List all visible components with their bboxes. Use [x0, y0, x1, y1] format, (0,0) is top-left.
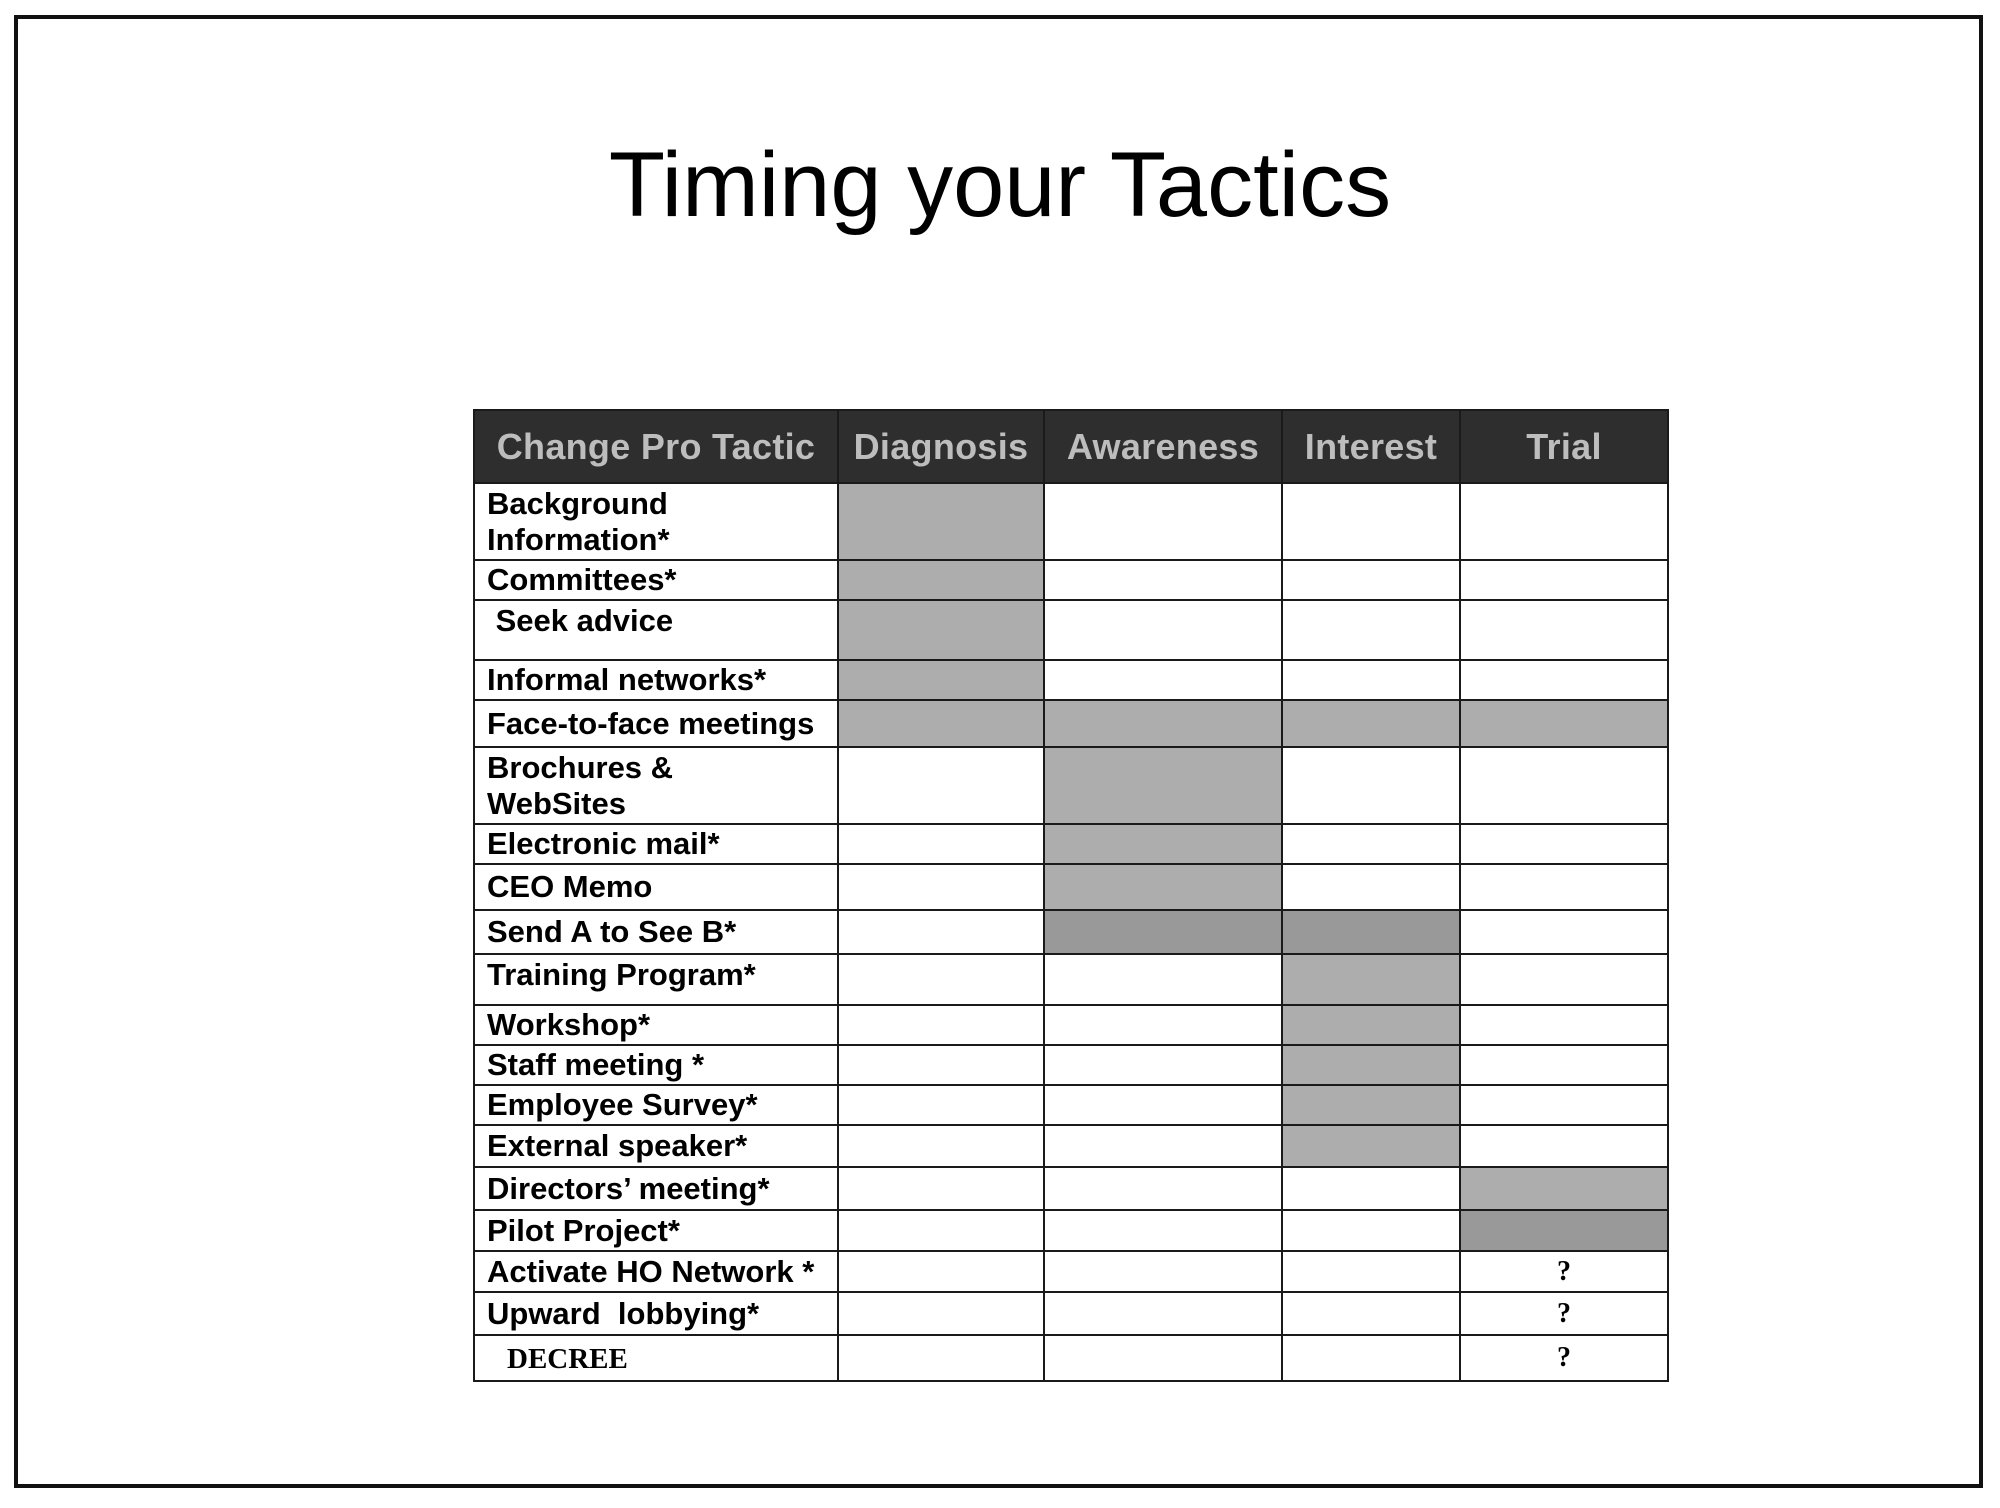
- table-row: [474, 864, 1668, 910]
- tactic-cell: Face-to-face meetings: [474, 700, 838, 747]
- tactic-cell: Employee Survey*: [474, 1085, 838, 1125]
- interest-cell-shaded: [1282, 1125, 1460, 1167]
- interest-cell-shaded: [1282, 1085, 1460, 1125]
- diagnosis-cell: [838, 954, 1044, 1005]
- tactic-cell: Directors’ meeting*: [474, 1167, 838, 1210]
- table-row: [474, 1045, 1668, 1085]
- trial-cell: [1460, 483, 1668, 560]
- table-row: [474, 1210, 1668, 1251]
- awareness-cell: [1044, 1045, 1282, 1085]
- trial-cell: [1460, 747, 1668, 824]
- trial-cell: [1460, 1005, 1668, 1045]
- header-trial: Trial: [1460, 410, 1668, 483]
- interest-cell: [1282, 824, 1460, 864]
- interest-cell-shaded: [1282, 1005, 1460, 1045]
- tactic-cell: Brochures & WebSites: [474, 747, 838, 824]
- tactic-cell-decree: DECREE: [474, 1335, 838, 1381]
- trial-cell: [1460, 660, 1668, 700]
- diagnosis-cell-shaded: [838, 600, 1044, 660]
- diagnosis-cell: [838, 824, 1044, 864]
- tactic-cell: Background Information*: [474, 483, 838, 560]
- interest-cell-shaded: [1282, 910, 1460, 954]
- diagnosis-cell: [838, 747, 1044, 824]
- tactic-cell: Activate HO Network *: [474, 1251, 838, 1292]
- trial-cell: [1460, 560, 1668, 600]
- trial-cell-shaded: [1460, 1210, 1668, 1251]
- tactic-cell: Staff meeting *: [474, 1045, 838, 1085]
- diagnosis-cell-shaded: [838, 560, 1044, 600]
- awareness-cell-shaded: [1044, 864, 1282, 910]
- awareness-cell: [1044, 1251, 1282, 1292]
- diagnosis-cell: [838, 910, 1044, 954]
- interest-cell: [1282, 1210, 1460, 1251]
- interest-cell: [1282, 483, 1460, 560]
- awareness-cell: [1044, 600, 1282, 660]
- table-row: [474, 660, 1668, 700]
- trial-cell: [1460, 600, 1668, 660]
- table-row: [474, 1005, 1668, 1045]
- header-awareness: Awareness: [1044, 410, 1282, 483]
- interest-cell: [1282, 600, 1460, 660]
- diagnosis-cell: [838, 1292, 1044, 1335]
- diagnosis-cell: [838, 1167, 1044, 1210]
- tactic-cell: Workshop*: [474, 1005, 838, 1045]
- header-change-pro-tactic: Change Pro Tactic: [474, 410, 838, 483]
- tactic-cell: Informal networks*: [474, 660, 838, 700]
- table-row: [474, 1167, 1668, 1210]
- awareness-cell-shaded: [1044, 747, 1282, 824]
- awareness-cell: [1044, 1085, 1282, 1125]
- interest-cell: [1282, 1167, 1460, 1210]
- tactic-cell: Pilot Project*: [474, 1210, 838, 1251]
- tactic-cell: Upward lobbying*: [474, 1292, 838, 1335]
- awareness-cell: [1044, 1335, 1282, 1381]
- diagnosis-cell: [838, 1005, 1044, 1045]
- tactic-cell: Seek advice: [474, 600, 838, 660]
- awareness-cell: [1044, 560, 1282, 600]
- table-row: [474, 1085, 1668, 1125]
- header-diagnosis: Diagnosis: [838, 410, 1044, 483]
- diagnosis-cell-shaded: [838, 483, 1044, 560]
- diagnosis-cell: [838, 1045, 1044, 1085]
- awareness-cell: [1044, 954, 1282, 1005]
- table-row: [474, 1251, 1668, 1292]
- tactics-timing-table: [473, 409, 1669, 1382]
- tactic-cell: CEO Memo: [474, 864, 838, 910]
- trial-question-mark: ?: [1460, 1335, 1668, 1381]
- trial-cell: [1460, 824, 1668, 864]
- table-row: [474, 1292, 1668, 1335]
- interest-cell: [1282, 560, 1460, 600]
- table-row: [474, 954, 1668, 1005]
- slide-title: Timing your Tactics: [608, 134, 1392, 236]
- diagnosis-cell: [838, 1251, 1044, 1292]
- awareness-cell-shaded: [1044, 824, 1282, 864]
- awareness-cell-shaded: [1044, 700, 1282, 747]
- trial-cell-shaded: [1460, 700, 1668, 747]
- interest-cell: [1282, 1251, 1460, 1292]
- interest-cell: [1282, 1335, 1460, 1381]
- awareness-cell: [1044, 1210, 1282, 1251]
- table-row: [474, 600, 1668, 660]
- table-row: [474, 747, 1668, 824]
- diagnosis-cell: [838, 1125, 1044, 1167]
- diagnosis-cell-shaded: [838, 660, 1044, 700]
- trial-cell: [1460, 1045, 1668, 1085]
- interest-cell: [1282, 660, 1460, 700]
- tactic-cell: Committees*: [474, 560, 838, 600]
- table-row: [474, 700, 1668, 747]
- trial-cell: [1460, 910, 1668, 954]
- awareness-cell: [1044, 483, 1282, 560]
- table-row: [474, 483, 1668, 560]
- awareness-cell: [1044, 1005, 1282, 1045]
- header-interest: Interest: [1282, 410, 1460, 483]
- table-row: [474, 910, 1668, 954]
- interest-cell-shaded: [1282, 1045, 1460, 1085]
- awareness-cell: [1044, 1292, 1282, 1335]
- trial-question-mark: ?: [1460, 1292, 1668, 1335]
- interest-cell: [1282, 747, 1460, 824]
- tactic-cell: Training Program*: [474, 954, 838, 1005]
- interest-cell: [1282, 1292, 1460, 1335]
- tactic-cell: Send A to See B*: [474, 910, 838, 954]
- table-header-row: [474, 410, 1668, 483]
- awareness-cell: [1044, 1125, 1282, 1167]
- trial-cell: [1460, 1125, 1668, 1167]
- diagnosis-cell: [838, 1210, 1044, 1251]
- awareness-cell: [1044, 660, 1282, 700]
- diagnosis-cell: [838, 1335, 1044, 1381]
- awareness-cell-shaded: [1044, 910, 1282, 954]
- diagnosis-cell-shaded: [838, 700, 1044, 747]
- interest-cell: [1282, 864, 1460, 910]
- table-row: [474, 1125, 1668, 1167]
- table-row: [474, 560, 1668, 600]
- tactic-cell: External speaker*: [474, 1125, 838, 1167]
- trial-cell: [1460, 864, 1668, 910]
- awareness-cell: [1044, 1167, 1282, 1210]
- table-row: [474, 1335, 1668, 1381]
- interest-cell-shaded: [1282, 954, 1460, 1005]
- tactic-cell: Electronic mail*: [474, 824, 838, 864]
- interest-cell-shaded: [1282, 700, 1460, 747]
- trial-cell: [1460, 1085, 1668, 1125]
- diagnosis-cell: [838, 1085, 1044, 1125]
- trial-question-mark: ?: [1460, 1251, 1668, 1292]
- trial-cell: [1460, 954, 1668, 1005]
- trial-cell-shaded: [1460, 1167, 1668, 1210]
- table-row: [474, 824, 1668, 864]
- diagnosis-cell: [838, 864, 1044, 910]
